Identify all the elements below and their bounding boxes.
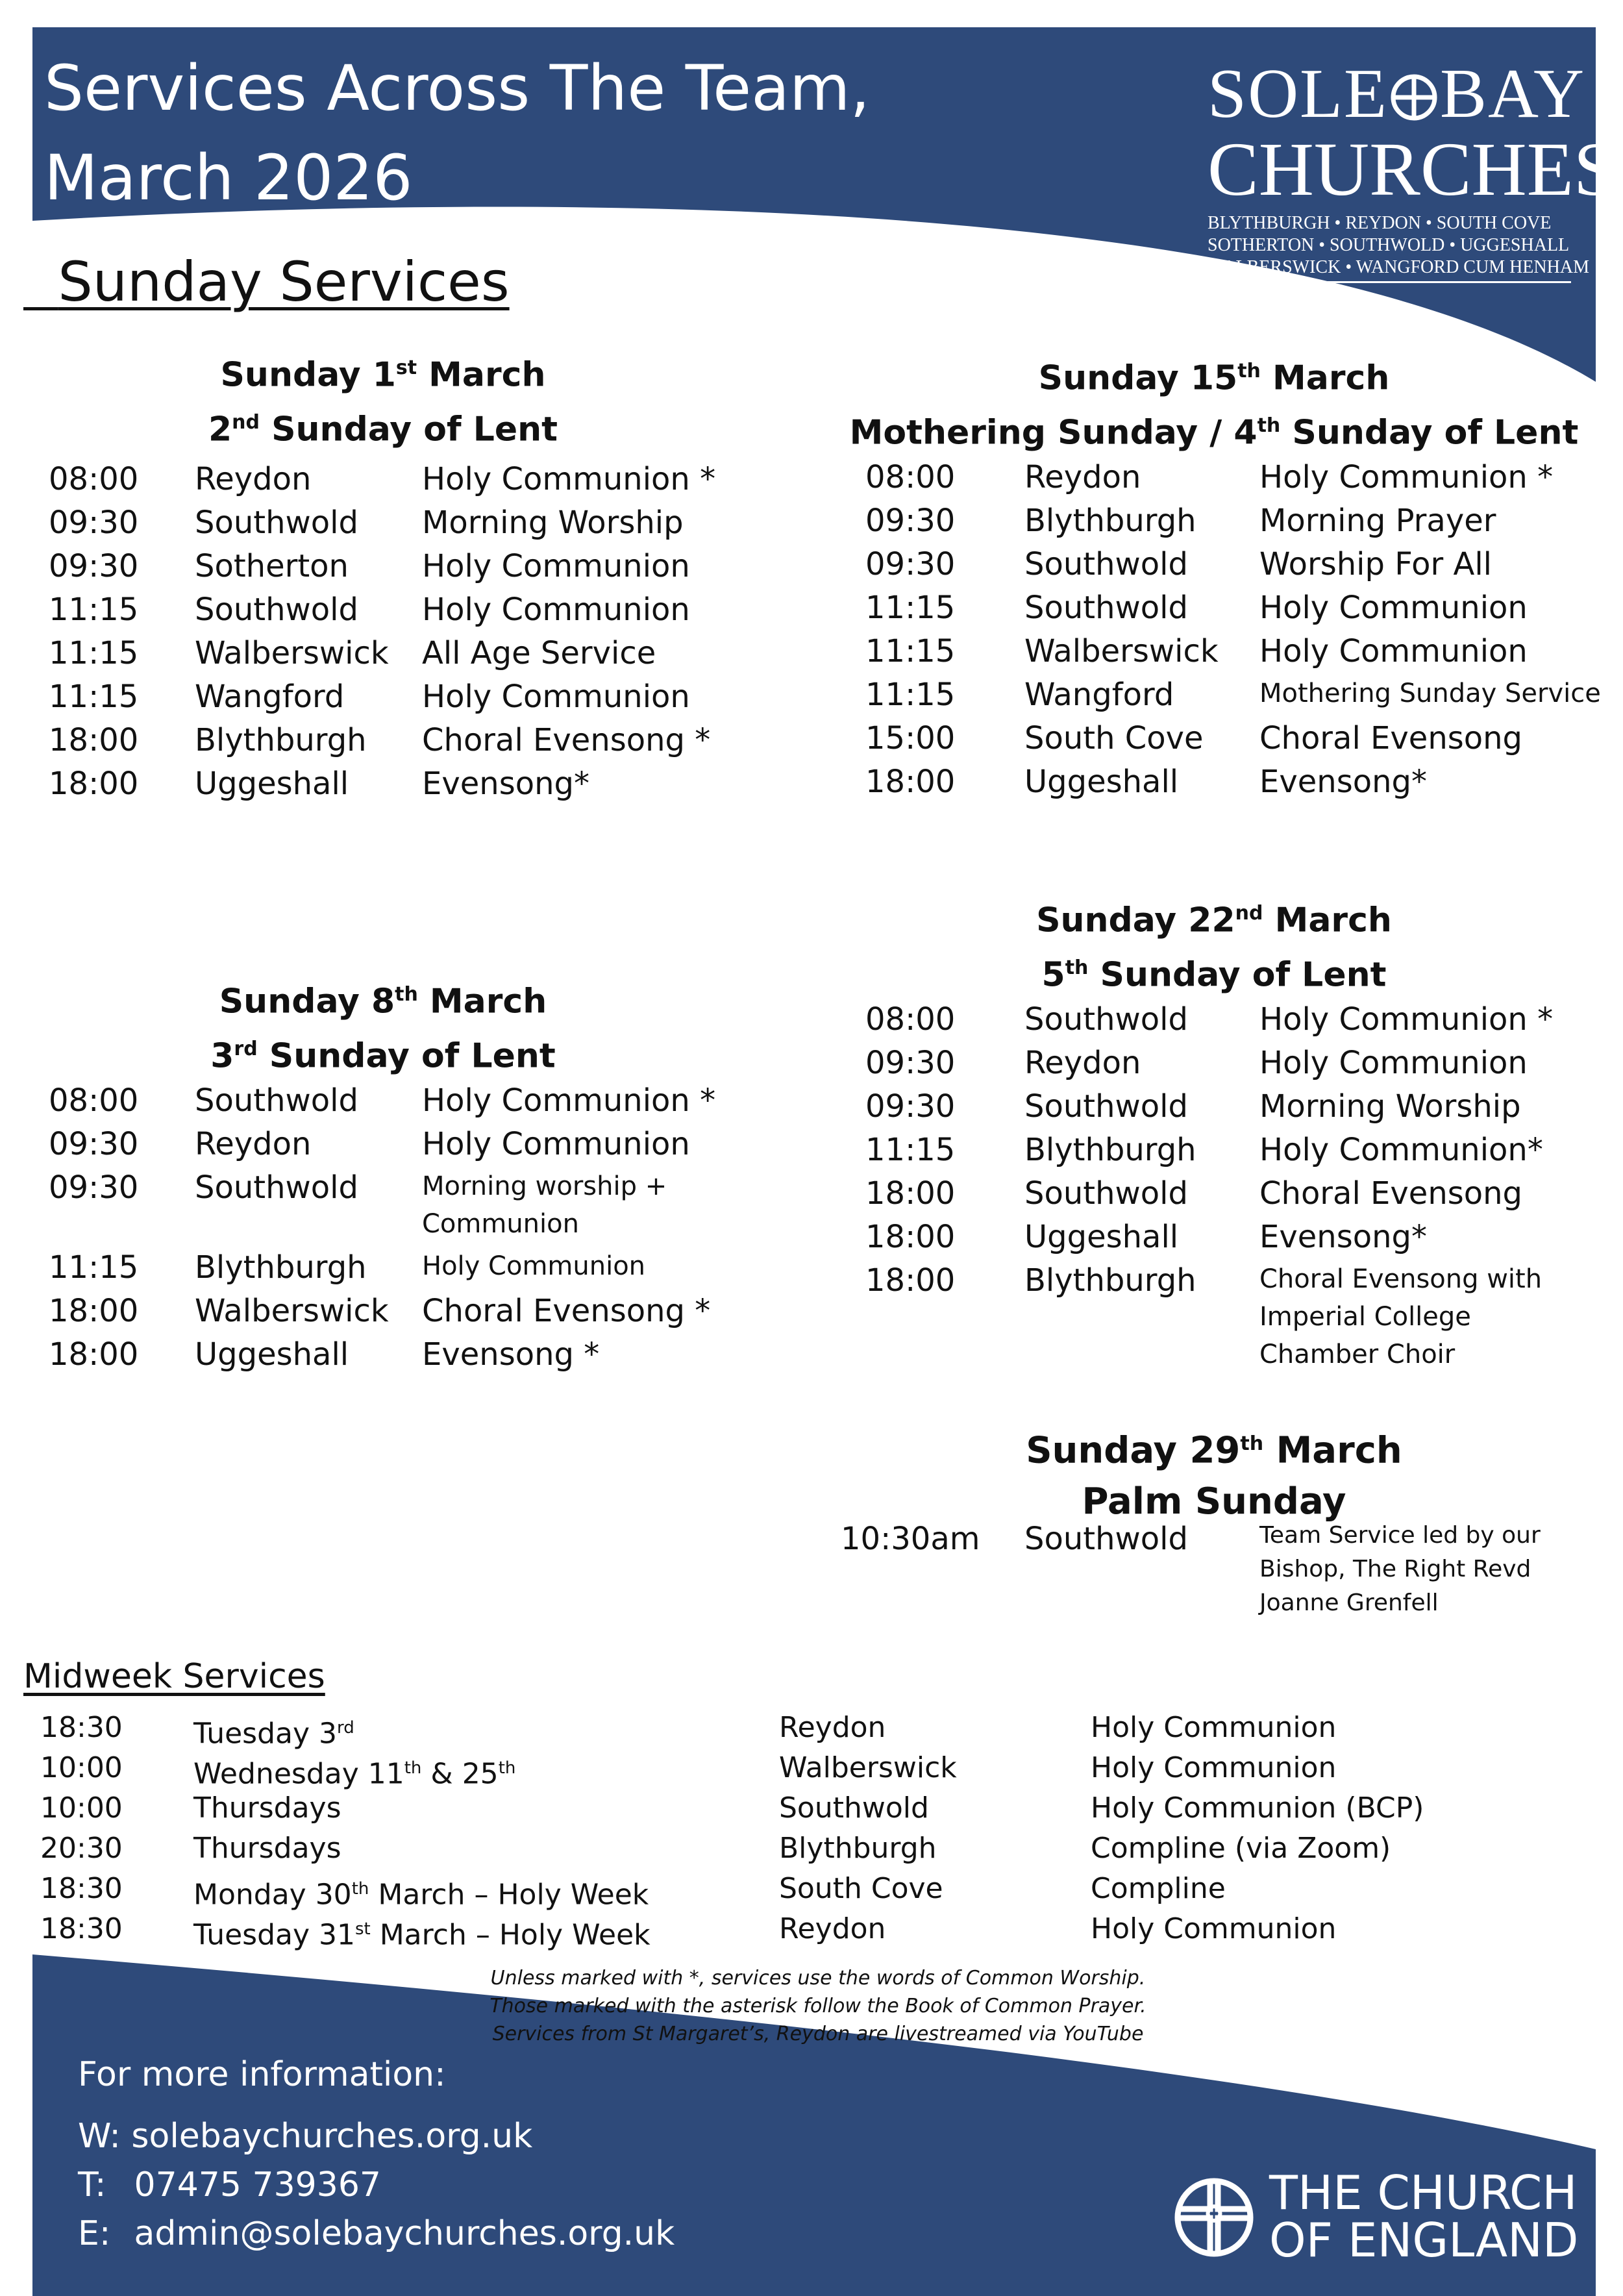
service-time: 08:00 (49, 1082, 139, 1119)
heading-month: March (1263, 1429, 1402, 1472)
title-line-1: Services Across The Team, (44, 52, 871, 125)
heading-liturgical-day: Sunday of Lent (257, 1036, 556, 1076)
heading-liturgical-day: Mothering Sunday / 4 (849, 413, 1258, 453)
service-time: 18:00 (865, 1262, 956, 1299)
service-church: Reydon (195, 461, 312, 497)
service-church: Blythburgh (1024, 1262, 1196, 1299)
service-church: Uggeshall (195, 1336, 349, 1373)
service-time: 09:30 (865, 546, 956, 582)
more-info-label: For more information: (78, 2055, 446, 2094)
coe-line-2: OF ENGLAND (1269, 2213, 1579, 2267)
service-name: Choral Evensong with Imperial College Chamber Choir (1259, 1264, 1542, 1369)
midweek-time: 10:00 (40, 1751, 123, 1784)
midweek-service: Holy Communion (1091, 1912, 1337, 1945)
midweek-church: Reydon (779, 1912, 886, 1945)
heading-date: Sunday 29 (1026, 1429, 1241, 1472)
service-time: 18:00 (49, 1293, 139, 1329)
heading-month: March (1263, 901, 1392, 940)
midweek-day-suffix: th (351, 1879, 369, 1899)
service-time: 09:30 (49, 1169, 139, 1206)
heading-liturgical-day-b: Sunday of Lent (1280, 413, 1579, 453)
heading-date: Sunday 22 (1036, 901, 1235, 940)
midweek-day (193, 1909, 650, 1956)
church-of-england-logo (1172, 2165, 1587, 2269)
service-church: Walberswick (195, 1293, 389, 1329)
service-name: Evensong * (422, 1336, 600, 1373)
midweek-church: Southwold (779, 1791, 929, 1825)
service-church: Walberswick (195, 635, 389, 671)
phone-label: T: (78, 2165, 106, 2204)
service-name: Mothering Sunday Service (1259, 679, 1601, 708)
section-title (23, 250, 510, 314)
service-time: 11:15 (49, 1249, 139, 1286)
heading-date-suffix: th (395, 983, 418, 1006)
service-name: Evensong* (422, 766, 589, 802)
midweek-day (193, 1708, 354, 1754)
service-time: 09:30 (49, 1126, 139, 1162)
midweek-day-extra: March – Holy Week (369, 1878, 649, 1912)
sunday-8-heading (39, 971, 727, 1080)
email-link[interactable]: admin@solebaychurches.org.uk (134, 2214, 675, 2253)
heading-date-suffix: th (1240, 1432, 1264, 1455)
service-name: Evensong* (1259, 764, 1427, 800)
service-name: Morning Worship (1259, 1088, 1521, 1125)
service-time: 18:00 (865, 1219, 956, 1255)
logo-churches: CHURCHES (1208, 127, 1617, 212)
service-time: 11:15 (865, 633, 956, 669)
service-church: Blythburgh (195, 1249, 367, 1286)
heading-ordinal-suffix: nd (232, 411, 260, 434)
service-name: Team Service led by our Bishop, The Right Revd Joanne Grenfell (1259, 1522, 1541, 1616)
service-name: Choral Evensong * (422, 722, 711, 758)
midweek-time: 10:00 (40, 1791, 123, 1825)
service-church: Southwold (1024, 1521, 1188, 1557)
midweek-time: 18:30 (40, 1872, 123, 1905)
midweek-time: 18:30 (40, 1711, 123, 1744)
service-time: 11:15 (865, 590, 956, 626)
service-name: Choral Evensong (1259, 1175, 1522, 1212)
midweek-service: Compline (via Zoom) (1091, 1832, 1391, 1865)
service-church: Uggeshall (195, 766, 349, 802)
service-time: 18:00 (49, 766, 139, 802)
heading-month: March (417, 982, 547, 1021)
service-name: Holy Communion (422, 1251, 646, 1281)
heading-liturgical-day: Palm Sunday (1082, 1480, 1346, 1523)
midweek-day-suffix: rd (337, 1718, 354, 1738)
service-name: Morning worship + Communion (422, 1171, 667, 1239)
midweek-service: Holy Communion (1091, 1751, 1337, 1784)
website-line (78, 2117, 532, 2156)
logo-subtitle-3: WALBERSWICK • WANGFORD CUM HENHAM (1208, 256, 1571, 283)
service-church: Southwold (195, 1082, 358, 1119)
midweek-time: 20:30 (40, 1832, 123, 1865)
section-title-text: Sunday Services (58, 250, 510, 314)
midweek-time: 18:30 (40, 1912, 123, 1945)
heading-date-suffix: nd (1235, 902, 1263, 925)
service-church: Reydon (195, 1126, 312, 1162)
service-time: 18:00 (49, 722, 139, 758)
church-of-england-cross-icon (1172, 2175, 1256, 2260)
heading-ordinal-suffix: th (1065, 956, 1089, 980)
heading-date: Sunday 1 (220, 355, 396, 395)
service-church: Blythburgh (1024, 1132, 1196, 1168)
service-church: Southwold (195, 1169, 358, 1206)
midweek-day (193, 1748, 515, 1795)
service-church: Reydon (1024, 1045, 1141, 1081)
service-time: 11:15 (49, 592, 139, 628)
service-name: Holy Communion (422, 592, 690, 628)
service-time: 09:30 (49, 505, 139, 541)
logo-bay: BAY (1440, 55, 1586, 132)
service-church: Southwold (1024, 1175, 1188, 1212)
service-church: Reydon (1024, 459, 1141, 495)
service-name: Holy Communion (422, 548, 690, 584)
heading-month: March (417, 355, 546, 395)
heading-month: March (1260, 358, 1390, 398)
service-church: Sotherton (195, 548, 349, 584)
service-name: Holy Communion * (422, 461, 716, 497)
logo-subtitle-2: SOTHERTON • SOUTHWOLD • UGGESHALL (1208, 235, 1570, 256)
midweek-day-text: Thursdays (193, 1832, 341, 1865)
midweek-day-extra: March – Holy Week (370, 1918, 650, 1952)
service-church: Walberswick (1024, 633, 1219, 669)
service-time: 08:00 (865, 1001, 956, 1038)
phone-number[interactable]: 07475 739367 (134, 2165, 381, 2204)
midweek-day-text: Tuesday 31 (193, 1918, 355, 1952)
service-church: Southwold (1024, 1088, 1188, 1125)
service-church: Blythburgh (195, 722, 367, 758)
liturgy-note-2: Those marked with the asterisk follow the Book of Common Prayer. (489, 1995, 1146, 2017)
title-line-2: March 2026 (44, 142, 413, 214)
midweek-day (193, 1788, 341, 1828)
midweek-church: Blythburgh (779, 1832, 937, 1865)
service-time: 08:00 (49, 461, 139, 497)
heading-ordinal-suffix: rd (234, 1038, 258, 1061)
sunday-15-heading (824, 347, 1604, 457)
sunday-29-heading (824, 1419, 1604, 1527)
liturgy-note-1: Unless marked with *, services use the words of Common Worship. (490, 1967, 1146, 1990)
heading-ordinal: 3 (210, 1036, 234, 1076)
service-name: Holy Communion * (1259, 459, 1554, 495)
service-name: Choral Evensong (1259, 720, 1522, 756)
service-church: Uggeshall (1024, 764, 1179, 800)
service-name: All Age Service (422, 635, 656, 671)
service-time: 18:00 (865, 1175, 956, 1212)
livestream-note: Services from St Margaret’s, Reydon are livestreamed via YouTube (492, 2023, 1144, 2045)
midweek-day-suffix: th (404, 1758, 422, 1778)
service-name: Worship For All (1259, 546, 1493, 582)
heading-date: Sunday 8 (219, 982, 395, 1021)
service-church: Wangford (195, 679, 345, 715)
midweek-church: South Cove (779, 1872, 943, 1905)
phone-line (78, 2165, 381, 2204)
midweek-day-text: Tuesday 3 (193, 1717, 337, 1751)
service-name: Holy Communion (422, 679, 690, 715)
heading-date-suffix: st (395, 356, 417, 379)
service-name: Holy Communion (1259, 590, 1528, 626)
midweek-service: Holy Communion (BCP) (1091, 1791, 1424, 1825)
service-church: Southwold (195, 592, 358, 628)
service-name: Evensong* (1259, 1219, 1427, 1255)
website-link[interactable]: solebaychurches.org.uk (131, 2117, 533, 2156)
email-line (78, 2214, 675, 2253)
service-church: South Cove (1024, 720, 1204, 756)
heading-date-suffix: th (1237, 360, 1261, 382)
midweek-service: Holy Communion (1091, 1711, 1337, 1744)
logo-sole: SOLE (1208, 55, 1388, 132)
midweek-day-suffix-2: th (498, 1758, 516, 1778)
service-name: Holy Communion (1259, 1045, 1528, 1081)
logo-subtitle-1: BLYTHBURGH • REYDON • SOUTH COVE (1208, 213, 1552, 234)
coe-line-1: THE CHURCH (1269, 2165, 1578, 2220)
midweek-church: Reydon (779, 1711, 886, 1744)
midweek-service: Compline (1091, 1872, 1226, 1905)
service-name: Holy Communion (1259, 633, 1528, 669)
heading-liturgical-day: Sunday of Lent (1088, 955, 1387, 995)
midweek-church: Walberswick (779, 1751, 957, 1784)
service-time: 09:30 (865, 1088, 956, 1125)
midweek-day-extra: & 25 (421, 1757, 499, 1791)
service-time: 11:15 (49, 635, 139, 671)
service-name: Holy Communion (422, 1126, 690, 1162)
heading-ordinal-suffix: th (1257, 414, 1281, 438)
midweek-day (193, 1869, 649, 1915)
service-name: Choral Evensong * (422, 1293, 711, 1329)
service-church: Uggeshall (1024, 1219, 1179, 1255)
service-name: Holy Communion * (1259, 1001, 1554, 1038)
cross-circle-icon (1388, 68, 1440, 133)
service-church: Southwold (1024, 590, 1188, 626)
midweek-day (193, 1828, 341, 1869)
service-name: Holy Communion * (422, 1082, 716, 1119)
service-time: 09:30 (865, 503, 956, 539)
service-name: Holy Communion* (1259, 1132, 1543, 1168)
midweek-day-suffix: st (354, 1919, 371, 1939)
service-time: 09:30 (49, 548, 139, 584)
service-time: 10:30am (841, 1521, 980, 1557)
service-church: Southwold (195, 505, 358, 541)
service-name: Morning Worship (422, 505, 684, 541)
service-time: 11:15 (865, 677, 956, 713)
service-time: 11:15 (49, 679, 139, 715)
service-time: 08:00 (865, 459, 956, 495)
heading-ordinal: 5 (1041, 955, 1065, 995)
service-name: Morning Prayer (1259, 503, 1496, 539)
service-church: Wangford (1024, 677, 1174, 713)
service-church: Southwold (1024, 546, 1188, 582)
heading-date: Sunday 15 (1038, 358, 1238, 398)
midweek-day-text: Wednesday 11 (193, 1757, 404, 1791)
solebay-logo (1208, 55, 1617, 283)
service-church: Southwold (1024, 1001, 1188, 1038)
website-label: W: (78, 2117, 121, 2156)
service-time: 18:00 (49, 1336, 139, 1373)
midweek-day-text: Thursdays (193, 1791, 341, 1825)
midweek-day-text: Monday 30 (193, 1878, 352, 1912)
heading-liturgical-day: Sunday of Lent (259, 410, 558, 449)
sunday-1-heading (39, 344, 727, 454)
sunday-22-heading (824, 890, 1604, 999)
midweek-title: Midweek Services (23, 1657, 325, 1696)
email-label: E: (78, 2214, 111, 2253)
service-time: 15:00 (865, 720, 956, 756)
service-time: 18:00 (865, 764, 956, 800)
heading-ordinal: 2 (208, 410, 232, 449)
service-time: 09:30 (865, 1045, 956, 1081)
service-time: 11:15 (865, 1132, 956, 1168)
service-church: Blythburgh (1024, 503, 1196, 539)
